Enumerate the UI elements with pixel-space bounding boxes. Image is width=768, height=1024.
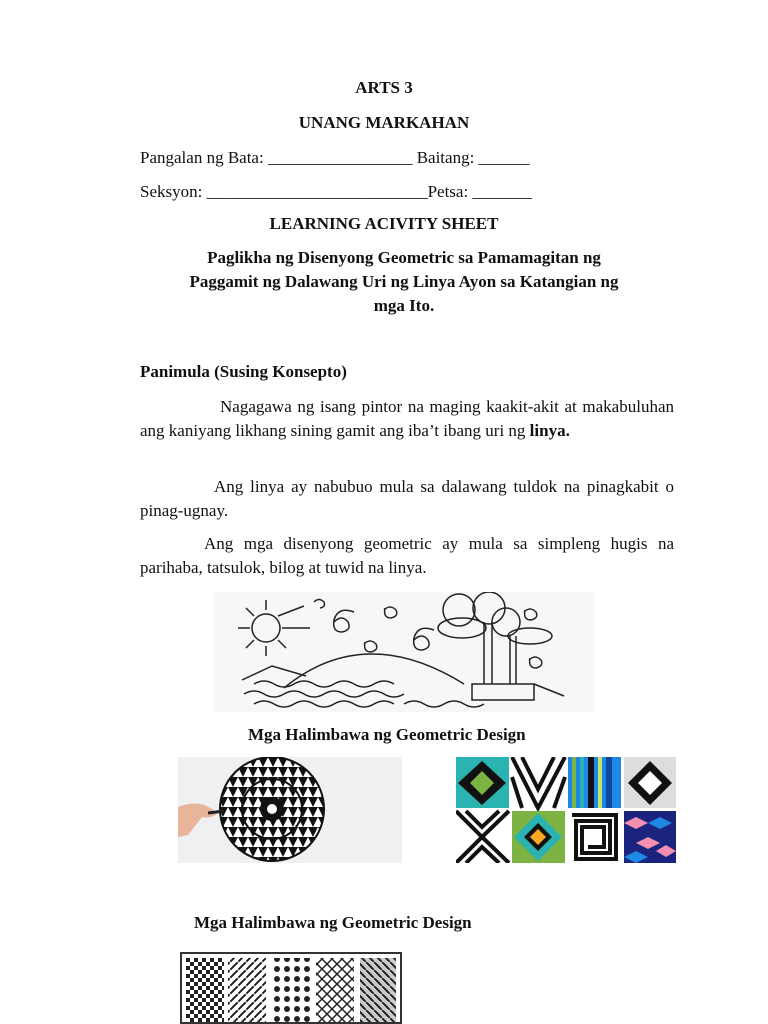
bw-patterns-svg [182, 954, 400, 1022]
mandala-drawing-image [178, 757, 402, 863]
section-heading: Panimula (Susing Konsepto) [140, 362, 347, 381]
paragraph-1 [140, 395, 674, 443]
paragraph-1-bold: linya. [529, 421, 570, 440]
caption-1: Mga Halimbawa ng Geometric Design [248, 725, 526, 744]
section-date-line: Seksyon: __________________________Petsa: _______ [140, 182, 532, 201]
line-drawing-svg [214, 592, 594, 712]
paragraph-3: Ang mga disenyong geometric ay mula sa simpleng hugis na parihaba, tatsulok, bilog at tuwid na linya. [140, 534, 674, 577]
quarter-title: UNANG MARKAHAN [298, 113, 470, 132]
lesson-title-line2: Paggamit ng Dalawang Uri ng Linya Ayon sa Katangian ng [189, 272, 619, 291]
sheet-title: LEARNING ACIVITY SHEET [269, 214, 499, 233]
pattern-grid-svg [456, 757, 676, 863]
line-drawing-image [214, 592, 594, 712]
bw-patterns-image [180, 952, 402, 1024]
caption-2: Mga Halimbawa ng Geometric Design [194, 913, 472, 932]
subject-title: ARTS 3 [355, 78, 413, 97]
pattern-grid-image [456, 757, 676, 863]
name-grade-line: Pangalan ng Bata: _________________ Baitang: ______ [140, 148, 530, 167]
mandala-svg [178, 757, 402, 863]
lesson-title-line1: Paglikha ng Disenyong Geometric sa Pamamagitan ng [207, 248, 601, 267]
paragraph-1-text: Nagagawa ng isang pintor na maging kaakit-akit at makabuluhan ang kaniyang likhang sining gamit ang iba’t ibang uri ng [140, 397, 674, 440]
lesson-title-line3: mga Ito. [373, 296, 435, 315]
paragraph-2: Ang linya ay nabubuo mula sa dalawang tuldok na pinagkabit o pinag-ugnay. [140, 477, 674, 520]
